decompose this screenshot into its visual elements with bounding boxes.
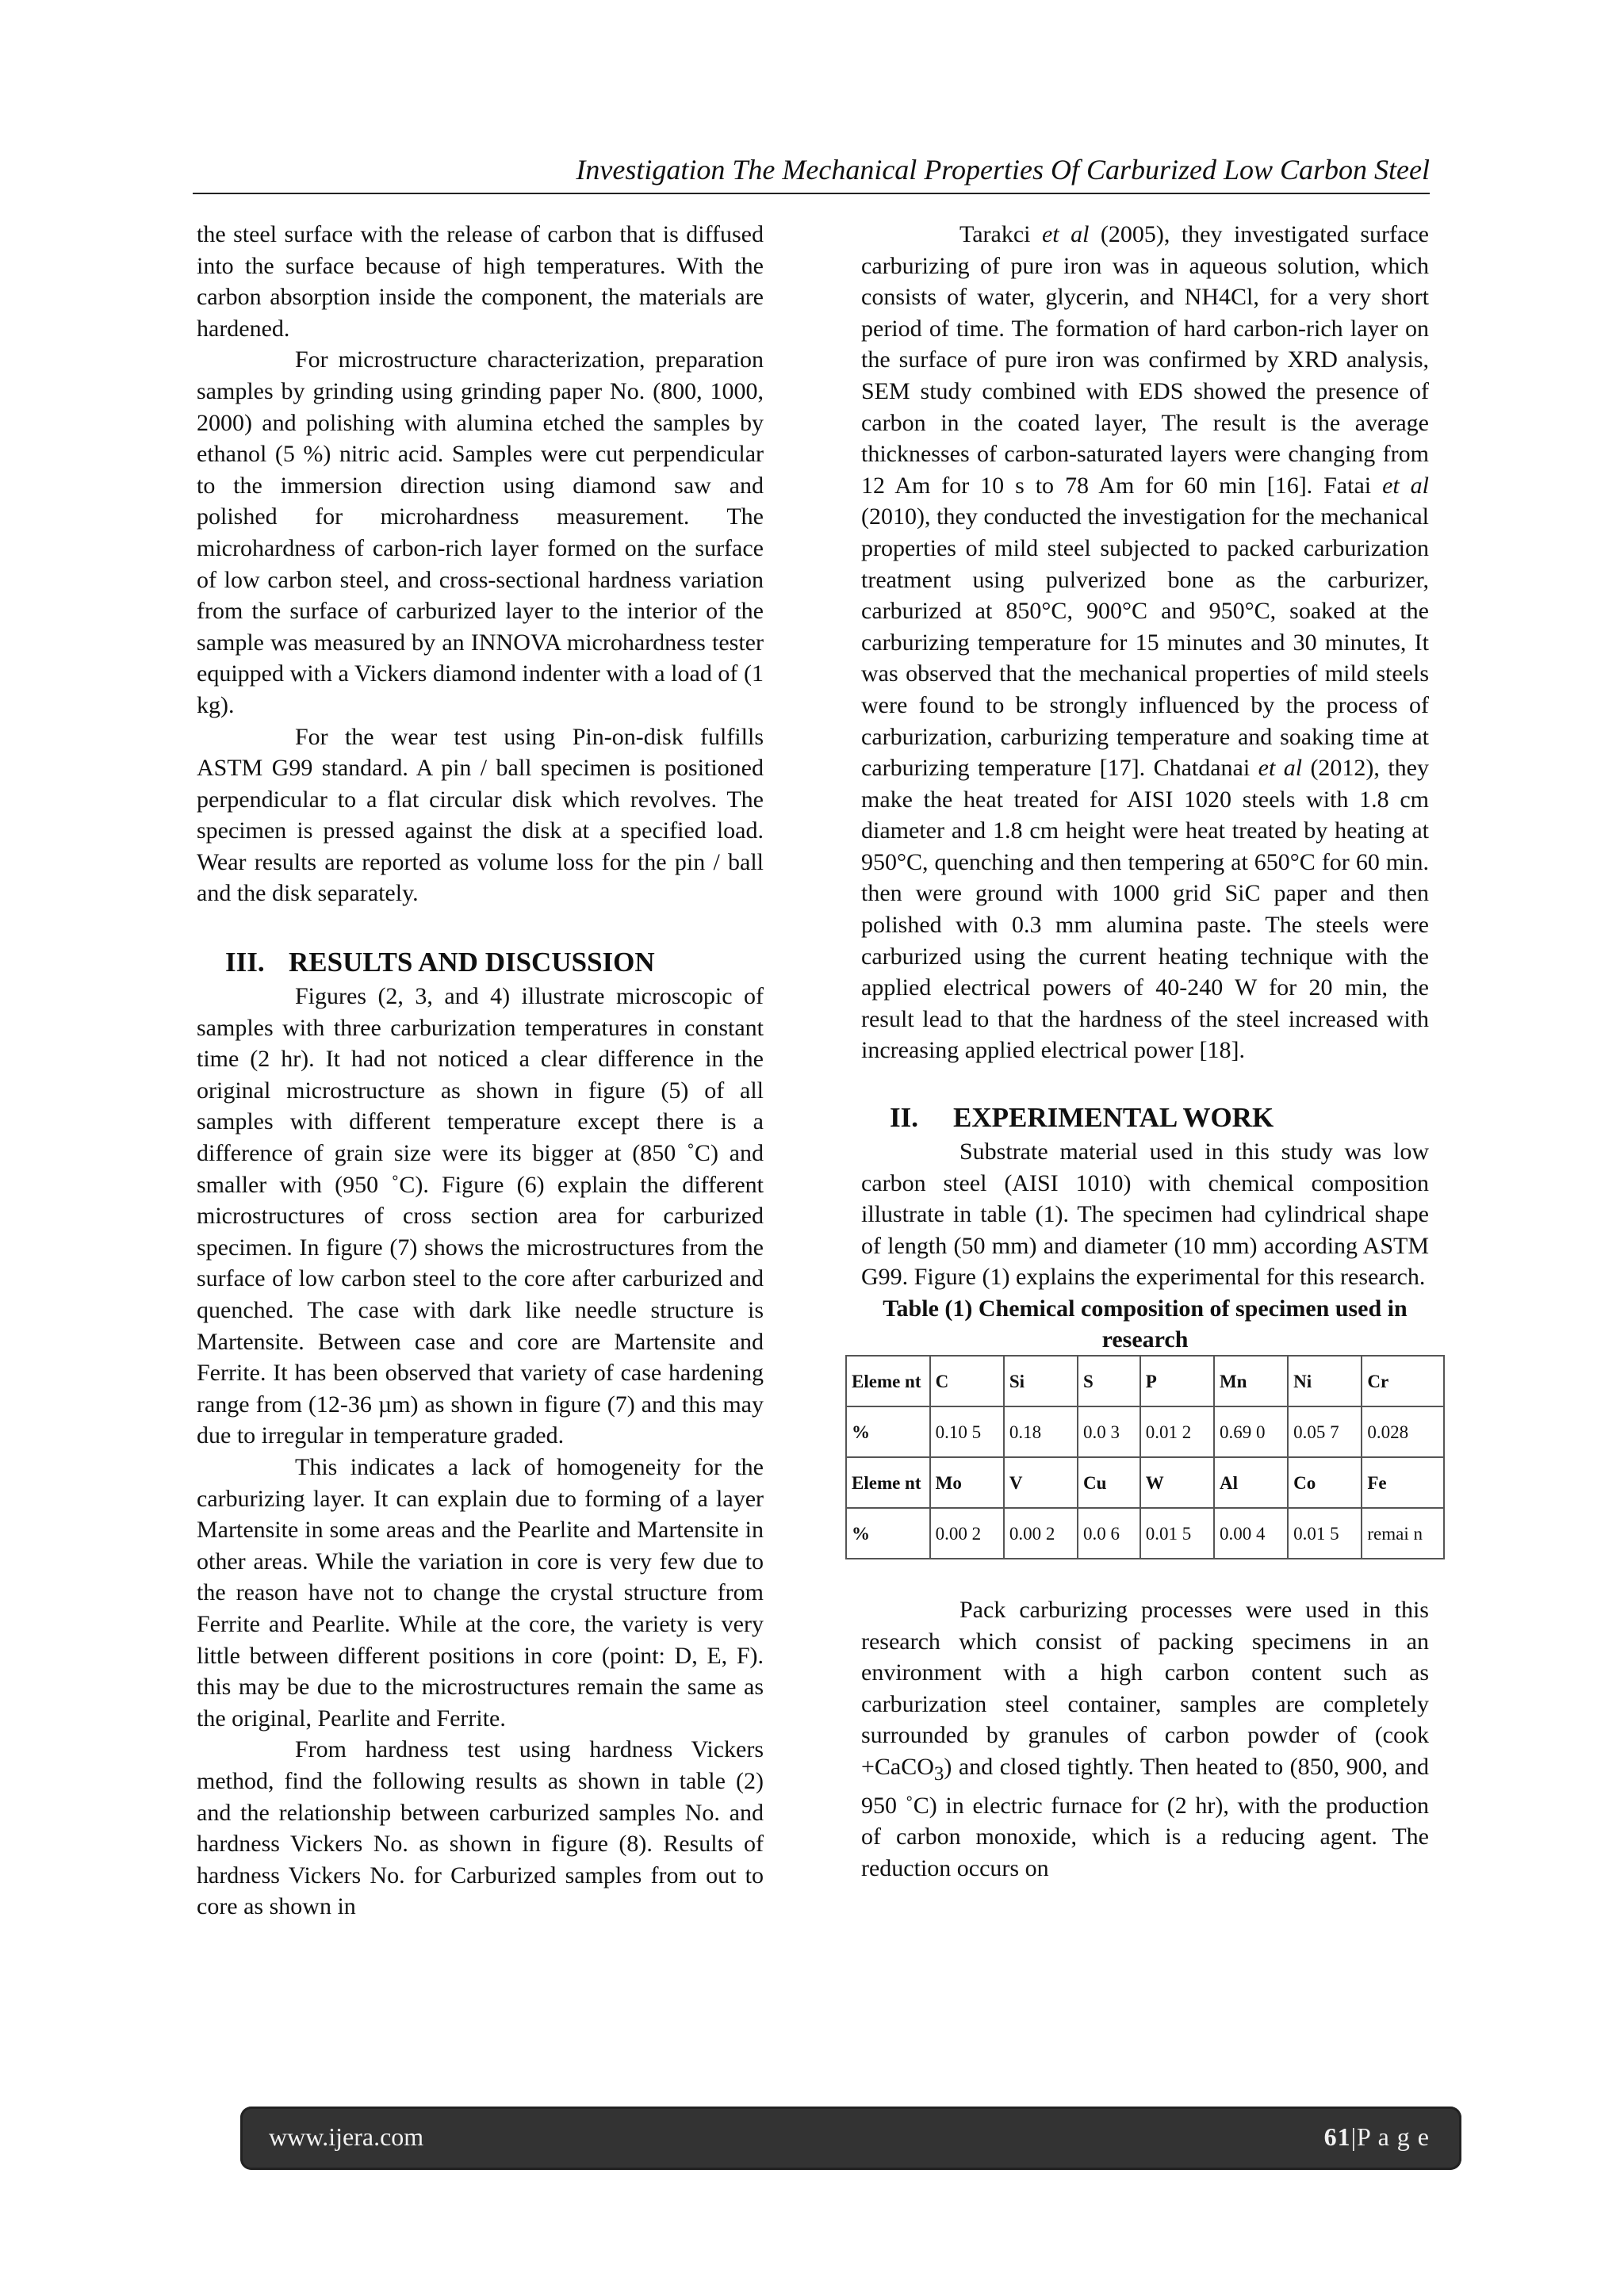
- section-title: RESULTS AND DISCUSSION: [289, 947, 655, 978]
- text-run: (2010), they conducted the investigation for the mechanical properties of mild steel subjected to packed carburization treatment using pulverized bone as the carburizer, carburized at 850°C, 900°C and 950°C, soaked at the carburizing temperature for 15 minutes and 30 minutes, It was observed that the mechanical properties of mild steels were found to be strongly influenced by the process of carburization, carburizing temperature and soaking time at carburizing temperature [17]. Chatdanai: [861, 503, 1429, 782]
- table-cell: W: [1140, 1457, 1214, 1508]
- table-cell: 0.028: [1362, 1406, 1444, 1457]
- paragraph: Figures (2, 3, and 4) illustrate microscopic of samples with three carburization temperatures in constant time (2 hr). It had not noticed a clear difference in the original microstructure as shown in figure (5) of all samples with different temperature except there is a difference of grain size were its bigger at (850 ˚C) and smaller with (950 ˚C). Figure (6) explain the different microstructures of cross section area for carburized specimen. In figure (7) shows the microstructures from the surface of low carbon steel to the core after carburized and quenched. The case with dark like needle structure is Martensite. Between case and core are Martensite and Ferrite. It has been observed that variety of case hardening range from (12-36 µm) as shown in figure (7) and this may due to irregular in temperature graded.: [197, 983, 764, 1449]
- table-cell: %: [846, 1508, 930, 1559]
- composition-table: [845, 1355, 1445, 1559]
- table-cell: Co: [1288, 1457, 1362, 1508]
- table-cell: S: [1078, 1356, 1140, 1406]
- table-cell: 0.0 3: [1078, 1406, 1140, 1457]
- table-cell: Mo: [930, 1457, 1004, 1508]
- table-cell: Ni: [1288, 1356, 1362, 1406]
- page-number-value: 61: [1323, 2122, 1351, 2151]
- paragraph: For microstructure characterization, preparation samples by grinding using grinding paper No. (800, 1000, 2000) and polishing with alumina etched the samples by ethanol (5 %) nitric acid. Samples were cut perpendicular to the immersion direction using diamond saw and polished for microhardness measurement. The microhardness of carbon-rich layer formed on the surface of low carbon steel, and cross-sectional hardness variation from the surface of carburized layer to the interior of the sample was measured by an INNOVA microhardness tester equipped with a Vickers diamond indenter with a load of (1 kg).: [197, 346, 764, 718]
- header-rule: [193, 193, 1430, 194]
- table-cell: Cr: [1362, 1356, 1444, 1406]
- footer-url[interactable]: www.ijera.com: [269, 2122, 424, 2151]
- footer-bar: [240, 2107, 1461, 2170]
- table-cell: V: [1004, 1457, 1078, 1508]
- text-run: Tarakci: [959, 221, 1042, 247]
- paragraph: For the wear test using Pin-on-disk fulfills ASTM G99 standard. A pin / ball specimen is positioned perpendicular to a flat circular disk which revolves. The specimen is pressed against the disk at a specified load. Wear results are reported as volume loss for the pin / ball and the disk separately.: [197, 723, 764, 907]
- table-cell: 0.01 5: [1140, 1508, 1214, 1559]
- table-row: [846, 1457, 1444, 1508]
- table-cell: 0.00 2: [930, 1508, 1004, 1559]
- table-cell: Cu: [1078, 1457, 1140, 1508]
- paragraph: Substrate material used in this study was low carbon steel (AISI 1010) with chemical composition illustrate in table (1). The specimen had cylindrical shape of length (50 mm) and diameter (10 mm) according ASTM G99. Figure (1) explains the experimental for this research.: [861, 1138, 1429, 1291]
- page-label: |P a g e: [1350, 2122, 1430, 2151]
- table-cell: Fe: [1362, 1457, 1444, 1508]
- table-row: [846, 1406, 1444, 1457]
- table-cell: Si: [1004, 1356, 1078, 1406]
- paragraph: From hardness test using hardness Vickers method, find the following results as shown in table (2) and the relationship between carburized samples No. and hardness Vickers No. as shown in figure (8). Results of hardness Vickers No. for Carburized samples from out to core as shown in: [197, 1736, 764, 1920]
- table-row: [846, 1356, 1444, 1406]
- text-run: ) and closed tightly. Then heated to (850, 900, and 950 ˚C) in electric furnace for (2 hr), with the production of carbon monoxide, which is a reducing agent. The reduction occurs on: [861, 1753, 1429, 1881]
- section-number: III.: [225, 947, 265, 978]
- table-caption: Table (1) Chemical composition of specimen used in research: [883, 1295, 1408, 1353]
- table-cell: 0.69 0: [1214, 1406, 1288, 1457]
- table-cell: %: [846, 1406, 930, 1457]
- table-cell: Eleme nt: [846, 1457, 930, 1508]
- et-al: et al: [1041, 221, 1090, 247]
- paragraph: the steel surface with the release of carbon that is diffused into the surface because of high temperatures. With the carbon absorption inside the component, the materials are hardened.: [197, 221, 764, 342]
- text-run: (2005), they investigated surface carburizing of pure iron was in aqueous solution, which consists of water, glycerin, and NH4Cl, for a very short period of time. The formation of hard carbon-rich layer on the surface of pure iron was confirmed by XRD analysis, SEM study combined with EDS showed the presence of carbon in the coated layer, The result is the average thicknesses of carbon-saturated layers were changing from 12 Am for 10 s to 78 Am for 60 min [16]. Fatai: [861, 221, 1429, 499]
- text-run: Pack carburizing processes were used in this research which consist of packing specimens in an environment with a high carbon content such as carburization steel container, samples are completely surrounded by granules of carbon powder of (cook +CaCO: [861, 1597, 1429, 1780]
- running-title: Investigation The Mechanical Properties Of Carburized Low Carbon Steel: [576, 154, 1430, 186]
- table-cell: 0.01 2: [1140, 1406, 1214, 1457]
- paragraph: This indicates a lack of homogeneity for the carburizing layer. It can explain due to forming of a layer Martensite in some areas and the Pearlite and Martensite in other areas. While the variation in core is very few due to the reason have not to change the crystal structure from Ferrite and Pearlite. While at the core, the variety is very little between different positions in core (point: D, E, F). this may be due to the microstructures remain the same as the original, Pearlite and Ferrite.: [197, 1453, 764, 1732]
- paragraph: [861, 219, 1429, 1066]
- table-cell: 0.00 4: [1214, 1508, 1288, 1559]
- left-column: [197, 219, 764, 1923]
- table-cell: 0.01 5: [1288, 1508, 1362, 1559]
- et-al: et al: [1382, 472, 1429, 499]
- table-cell: 0.00 2: [1004, 1508, 1078, 1559]
- table-cell: 0.18: [1004, 1406, 1078, 1457]
- section-title: EXPERIMENTAL WORK: [953, 1102, 1274, 1134]
- et-al: et al: [1258, 755, 1303, 782]
- table-cell: C: [930, 1356, 1004, 1406]
- table-cell: 0.10 5: [930, 1406, 1004, 1457]
- table-cell: remai n: [1362, 1508, 1444, 1559]
- section-heading: [861, 1100, 1429, 1136]
- section-number: II.: [890, 1102, 918, 1134]
- table-cell: Mn: [1214, 1356, 1288, 1406]
- table-cell: Al: [1214, 1457, 1288, 1508]
- table-cell: 0.05 7: [1288, 1406, 1362, 1457]
- page-number: [1324, 2122, 1430, 2152]
- table-row: [846, 1508, 1444, 1559]
- right-column: [852, 219, 1429, 1884]
- text-run: (2012), they make the heat treated for AISI 1020 steels with 1.8 cm diameter and 1.8 cm height were heat treated by heating at 950°C, quenching and then tempering at 650°C for 60 min. then were ground with 1000 grid SiC paper and then polished with 0.3 mm alumina paste. The steels were carburized using the current heating technique with the applied electrical powers of 40-240 W for 20 min, the result lead to that the hardness of the steel increased with increasing applied electrical power [18].: [861, 755, 1429, 1064]
- section-heading: [197, 944, 764, 981]
- table-cell: Eleme nt: [846, 1356, 930, 1406]
- table-cell: 0.0 6: [1078, 1508, 1140, 1559]
- table-cell: P: [1140, 1356, 1214, 1406]
- paragraph: [861, 1594, 1429, 1884]
- subscript: 3: [933, 1762, 944, 1785]
